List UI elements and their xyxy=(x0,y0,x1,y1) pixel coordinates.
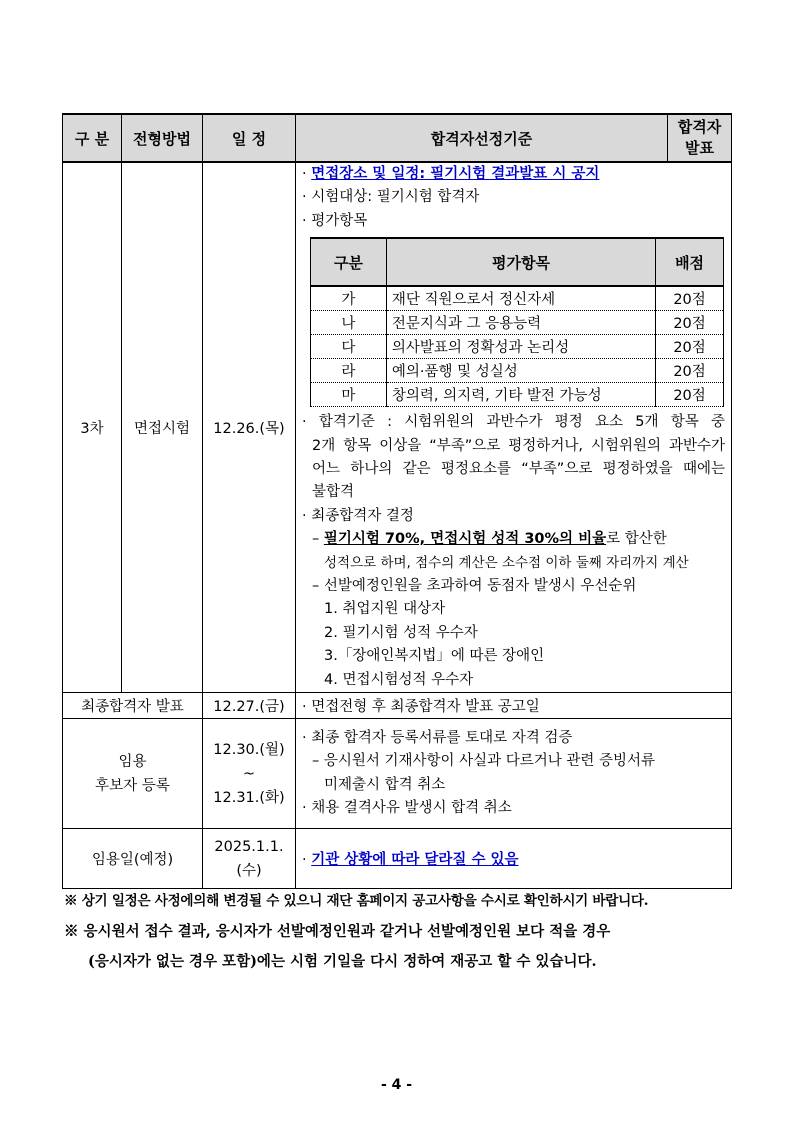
header-schedule: 일 정 xyxy=(203,114,296,162)
eval-items-title: · 평가항목 xyxy=(302,212,368,229)
appointment-label: 임용일(예정) xyxy=(63,829,203,889)
eval-table xyxy=(310,237,724,407)
eval-score: 20점 xyxy=(656,335,724,359)
row-candidate xyxy=(63,719,732,829)
row-appointment xyxy=(63,829,732,889)
eval-row xyxy=(311,335,724,359)
table-header-row xyxy=(63,114,732,162)
eval-code: 가 xyxy=(311,286,387,311)
eval-score: 20점 xyxy=(656,383,724,407)
eval-item: 창의력, 의지력, 기타 발전 가능성 xyxy=(386,383,655,407)
appointment-date-line2: (수) xyxy=(236,862,262,879)
candidate-label-line2: 후보자 등록 xyxy=(95,777,170,794)
eval-header-score: 배점 xyxy=(656,238,724,286)
eval-score: 20점 xyxy=(656,359,724,383)
final-decision-title: · 최종합격자 결정 xyxy=(302,507,414,524)
candidate-date-sep: ~ xyxy=(242,765,256,782)
stage3-label: 3차 xyxy=(63,162,122,693)
stage3-date: 12.26.(목) xyxy=(203,162,296,693)
appointment-date xyxy=(203,829,296,889)
candidate-date xyxy=(203,719,296,829)
row-final-announce xyxy=(63,693,732,719)
row-stage3 xyxy=(63,162,732,693)
interview-place-line: · 면접장소 및 일정: 필기시험 결과발표 시 공지 xyxy=(302,166,600,182)
stage3-method: 면접시험 xyxy=(122,162,203,693)
final-announce-desc: · 면접전형 후 최종합격자 발표 공고일 xyxy=(296,693,732,719)
candidate-date-start: 12.30.(월) xyxy=(213,741,285,758)
eval-item: 의사발표의 정확성과 논리성 xyxy=(386,335,655,359)
eval-code: 다 xyxy=(311,335,387,359)
note-reannounce-line1: ※ 응시원서 접수 결과, 응시자가 선발예정인원과 같거나 선발예정인원 보다 적을 경우 xyxy=(64,923,611,940)
appointment-note-link[interactable]: 기관 상황에 따라 달라질 수 있음 xyxy=(311,852,519,869)
eval-item: 재단 직원으로서 정신자세 xyxy=(386,286,655,311)
eval-row xyxy=(311,383,724,407)
eval-header-item: 평가항목 xyxy=(386,238,655,286)
candidate-line-4: · 채용 결격사유 발생시 합격 취소 xyxy=(302,800,512,816)
criteria-line-1: · 합격기준 : 시험위원의 과반수가 평정 요소 5개 항목 중 xyxy=(302,414,725,431)
page-number: - 4 - xyxy=(380,1077,413,1093)
candidate-label xyxy=(63,719,203,829)
candidate-desc xyxy=(296,719,732,829)
eval-code: 나 xyxy=(311,311,387,335)
eval-header-code: 구분 xyxy=(311,238,387,286)
header-criteria: 합격자선정기준 xyxy=(296,114,668,162)
stage3-criteria xyxy=(296,162,732,693)
eval-item: 예의·품행 및 성실성 xyxy=(386,359,655,383)
appointment-date-line1: 2025.1.1. xyxy=(214,838,284,855)
priority-item: 3.「장애인복지법」에 따른 장애인 xyxy=(324,648,545,665)
candidate-date-end: 12.31.(화) xyxy=(213,789,285,806)
schedule-table xyxy=(62,113,732,889)
eval-code: 마 xyxy=(311,383,387,407)
eval-row xyxy=(311,286,724,311)
final-announce-label: 최종합격자 발표 xyxy=(63,693,203,719)
exam-target: · 시험대상: 필기시험 합격자 xyxy=(302,189,480,206)
final-ratio-emphasis: 필기시험 70%, 면접시험 성적 30%의 비율 xyxy=(323,531,607,548)
criteria-line-4: 불합격 xyxy=(312,484,355,501)
note-schedule-change: ※ 상기 일정은 사정에의해 변경될 수 있으니 재단 홈페이지 공고사항을 수시로 확인하시기 바랍니다. xyxy=(64,893,649,909)
header-method: 전형방법 xyxy=(122,114,203,162)
candidate-line-1: · 최종 합격자 등록서류를 토대로 자격 검증 xyxy=(302,729,573,746)
criteria-line-3: 어느 하나의 같은 평정요소를 “부족”으로 평정하였을 때에는 xyxy=(312,461,725,478)
eval-code: 라 xyxy=(311,359,387,383)
candidate-line-3: 미제출시 합격 취소 xyxy=(324,776,446,793)
candidate-label-line1: 임용 xyxy=(118,753,147,770)
header-announcement-line1: 합격자 xyxy=(677,118,722,136)
final-ratio-rest: 로 합산한 xyxy=(606,531,667,548)
eval-row xyxy=(311,359,724,383)
final-decision-line2: 성적으로 하며, 점수의 계산은 소수점 이하 둘째 자리까지 계산 xyxy=(324,554,689,571)
final-decision-line1: – 필기시험 70%, 면접시험 성적 30%의 비율로 합산한 xyxy=(312,531,667,548)
criteria-line-2: 2개 항목 이상을 “부족”으로 평정하거나, 시험위원의 과반수가 xyxy=(312,437,725,454)
eval-score: 20점 xyxy=(656,311,724,335)
appointment-desc: · 기관 상황에 따라 달라질 수 있음 xyxy=(296,829,732,889)
priority-item: 1. 취업지원 대상자 xyxy=(324,601,446,618)
header-category: 구 분 xyxy=(63,114,122,162)
candidate-line-2: – 응시원서 기재사항이 사실과 다르거나 관련 증빙서류 xyxy=(312,753,656,770)
tie-break-line: – 선발예정인원을 초과하여 동점자 발생시 우선순위 xyxy=(312,578,637,595)
interview-place-link[interactable]: 면접장소 및 일정: 필기시험 결과발표 시 공지 xyxy=(311,166,600,182)
priority-item: 2. 필기시험 성적 우수자 xyxy=(324,624,478,641)
header-announcement-line2: 발표 xyxy=(685,139,714,157)
eval-row xyxy=(311,311,724,335)
note-reannounce-line2: (응시자가 없는 경우 포함)에는 시험 기일을 다시 정하여 재공고 할 수 있습니다. xyxy=(88,953,597,970)
header-announcement xyxy=(668,114,732,162)
eval-item: 전문지식과 그 응용능력 xyxy=(386,311,655,335)
priority-item: 4. 면접시험성적 우수자 xyxy=(324,671,474,688)
eval-score: 20점 xyxy=(656,286,724,311)
eval-header-row xyxy=(311,238,724,286)
final-announce-date: 12.27.(금) xyxy=(203,693,296,719)
